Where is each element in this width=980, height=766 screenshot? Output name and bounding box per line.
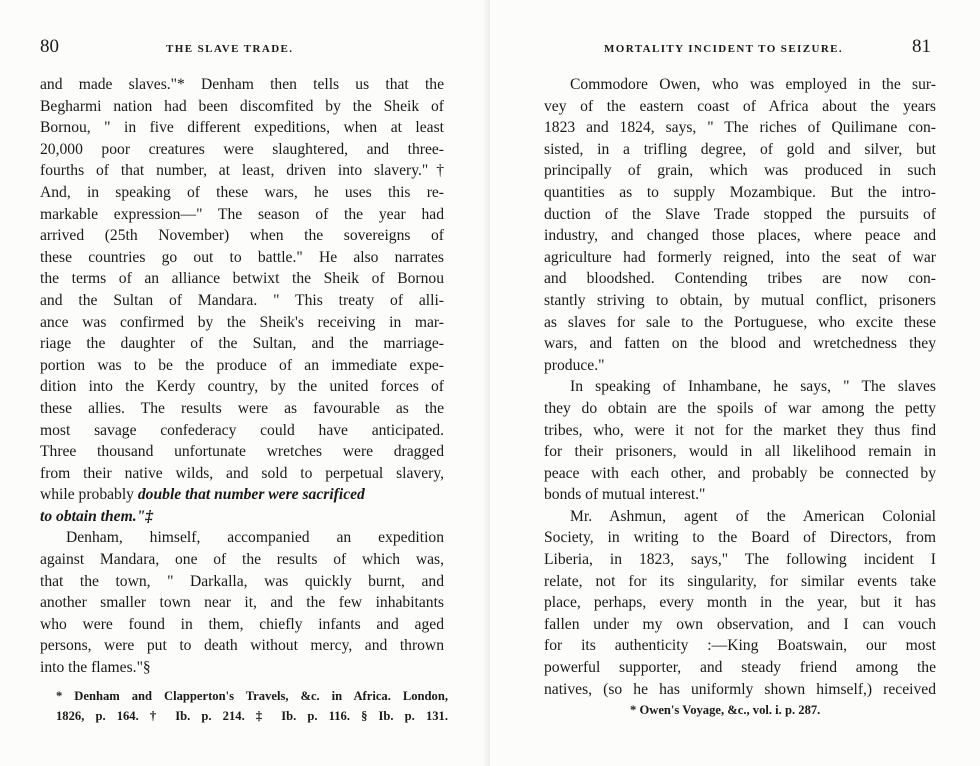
- text-line: produce.": [544, 356, 605, 374]
- text-line: vey of the eastern coast of Africa about the years: [544, 97, 936, 115]
- text-line: for their prisoners, would in all likelihood remain in: [544, 443, 936, 461]
- text-line: persons, were put to death without mercy, and thrown: [40, 637, 444, 655]
- text-line: most savage confederacy could have anticipated.: [40, 421, 444, 439]
- text-line: stantly striving to obtain, by mutual conflict, prisoners: [544, 291, 936, 309]
- footnote-line: 1826, p. 164. † Ib. p. 214. ‡ Ib. p. 116. § Ib. p. 131.: [56, 709, 448, 723]
- text-line: duction of the Slave Trade stopped the pursuits of: [544, 205, 936, 223]
- left-footnotes: [56, 686, 448, 726]
- text-line: another smaller town near it, and the few inhabitants: [40, 594, 444, 612]
- text-line: and bloodshed. Contending tribes are now con-: [544, 270, 936, 288]
- text-line: markable expression—" The season of the year had: [40, 205, 444, 223]
- italic-phrase: double that number were sacrificed: [137, 486, 365, 504]
- text-line: arrived (25th November) when the sovereigns of: [40, 227, 444, 245]
- text-line: powerful supporter, and steady friend among the: [544, 659, 936, 677]
- page-number-left: 80: [40, 36, 59, 57]
- text-line: they do obtain are the spoils of war among the petty: [544, 399, 936, 417]
- text-line: Bornou, " in five different expeditions, when at least: [40, 119, 444, 137]
- page-number-right: 81: [912, 36, 931, 57]
- running-title-right: MORTALITY INCIDENT TO SEIZURE.: [604, 43, 844, 55]
- text-line: Begharmi nation had been discomfited by the Sheik of: [40, 97, 444, 115]
- paragraph-start-line: Denham, himself, accompanied an expedition: [66, 529, 444, 547]
- text-line: the terms of an alliance betwixt the Sheik of Bornou: [40, 270, 444, 288]
- text-line: industry, and changed those places, where peace and: [544, 227, 936, 245]
- text-line: and made slaves."* Denham then tells us that the: [40, 76, 444, 93]
- text-line: place, perhaps, every month in the year, but it has: [544, 594, 936, 612]
- right-page: [490, 0, 980, 766]
- text-line: Three thousand unfortunate wretches were dragged: [40, 443, 444, 461]
- text-line: dition into the Kerdy country, by the united forces of: [40, 378, 444, 396]
- text-line: Liberia, in 1823, says," The following incident I: [544, 551, 936, 569]
- right-body-text: [544, 74, 936, 700]
- text-line: fallen under my own observation, and I can vouch: [544, 615, 936, 633]
- text-line: against Mandara, one of the results of which was,: [40, 551, 444, 569]
- text-line-italic: [40, 484, 444, 506]
- footnote-line: * Denham and Clapperton's Travels, &c. in Africa. London,: [56, 689, 448, 703]
- text-line: 20,000 poor creatures were slaughtered, and three-: [40, 140, 444, 158]
- text-line: wars, and fatten on the blood and wretchedness they: [544, 335, 936, 353]
- text-line: these countries go out to battle." He also narrates: [40, 248, 444, 266]
- text-line: riage the daughter of the Sultan, and the marriage-: [40, 335, 444, 353]
- text-line: bonds of mutual interest.": [544, 486, 706, 504]
- text-line: as slaves for sale to the Portuguese, who excite these: [544, 313, 936, 331]
- paragraph-start-line: Mr. Ashmun, agent of the American Colonial: [570, 507, 936, 525]
- running-title-left: THE SLAVE TRADE.: [166, 43, 294, 55]
- text-line: portion was to be the produce of an immediate expe-: [40, 356, 444, 374]
- text-line: agriculture had formerly reigned, into the seat of war: [544, 248, 936, 266]
- left-body-text: [40, 74, 444, 679]
- text-line: relate, not for its singularity, for similar events take: [544, 572, 936, 590]
- text-line: sisted, in a trifling degree, of gold and silver, but: [544, 140, 936, 158]
- text-line: And, in speaking of these wars, he uses this re-: [40, 183, 444, 201]
- text-line: that the town, " Darkalla, was quickly burnt, and: [40, 572, 444, 590]
- text-span: while probably: [40, 486, 138, 504]
- text-line: from their native wilds, and sold to perpetual slavery,: [40, 464, 444, 482]
- text-line: for its authenticity :—King Boatswain, our most: [544, 637, 936, 655]
- paragraph-start-line: In speaking of Inhambane, he says, " The slaves: [570, 378, 936, 396]
- text-line: who were found in them, chiefly infants and aged: [40, 615, 444, 633]
- text-line: peace with each other, and probably be connected by: [544, 464, 936, 482]
- text-line: Society, in writing to the Board of Directors, from: [544, 529, 936, 547]
- text-line: these allies. The results were as favourable as the: [40, 399, 444, 417]
- right-footnote: [630, 700, 930, 720]
- text-line: natives, (so he has uniformly shown himself,) received: [544, 680, 936, 698]
- text-line: principally of grain, which was produced in such: [544, 162, 936, 180]
- text-line: quantities as to supply Mozambique. But the intro-: [544, 183, 936, 201]
- text-line: 1823 and 1824, says, " The riches of Quilimane con-: [544, 119, 936, 137]
- footnote-line: * Owen's Voyage, &c., vol. i. p. 287.: [630, 703, 821, 717]
- text-line: [40, 506, 444, 528]
- text-line: and the Sultan of Mandara. " This treaty of alli-: [40, 291, 444, 309]
- text-line: fourths of that number, at least, driven into slavery."†: [40, 162, 444, 180]
- italic-continuation: to obtain them."‡: [40, 507, 154, 525]
- text-line: tribes, who, were it not for the market they thus find: [544, 421, 936, 439]
- text-line: into the flames."§: [40, 659, 151, 677]
- text-line: ance was confirmed by the Sheik's receiving in mar-: [40, 313, 444, 331]
- paragraph-start-line: Commodore Owen, who was employed in the sur-: [570, 76, 936, 93]
